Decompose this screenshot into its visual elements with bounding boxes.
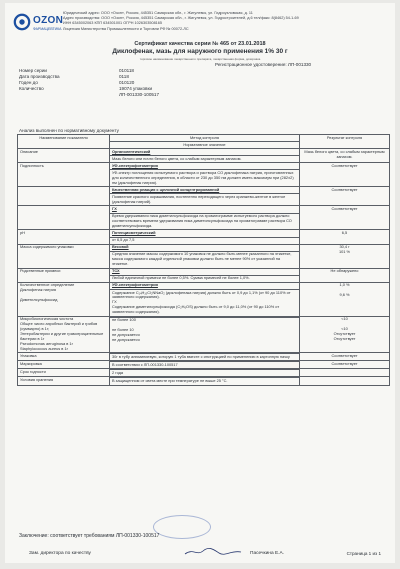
certificate-page xyxy=(5,3,395,563)
control-method: ГХ xyxy=(110,206,300,213)
norm-value: В защищенном от света месте при температуре не выше 25 °C. xyxy=(110,378,300,385)
control-result: 1,0 % 9,6 % xyxy=(300,282,390,316)
address-line: Лицензия Министерства Промышленности и Торговли РФ № 00072-ЛС xyxy=(63,26,189,31)
norm-value: Содержание C₁₄H₁₀Cl₂NNaO₂ (диклофенака натрия) должно быть от 0,9 до 1,1% (от 90 до 110% от заявленного содержания). ГХ Содержание диметилсульфоксида (C₂H₆OS) должно быть от 9,0 до 11,0% (от 90 до 110% от заявленного содержания). xyxy=(110,289,300,316)
quality-table xyxy=(17,134,390,386)
norm-value: Появление красного окрашивания, постепенно переходящего через оранжево-желтое в желтое (диклофенак натрий). xyxy=(110,194,300,206)
header-name: Наименование показателя xyxy=(18,135,110,149)
control-result: Соответствует xyxy=(300,163,390,187)
logo-subtext: ФАРМАЦЕВТИКА xyxy=(33,27,62,31)
indicator-name: Срок годности xyxy=(18,369,110,377)
table-row xyxy=(18,206,390,213)
norm-value: В соответствии с ЛП-001330-100517 xyxy=(110,362,300,369)
control-result xyxy=(300,377,390,385)
signature xyxy=(183,548,245,556)
table-row xyxy=(18,163,390,170)
address-line: Адрес производства: ООО «Озон», Россия, 445351 Самарская обл., г. Жигулевск, ул. Гидростроителей, д.6 тел/факс: 8(8462) 54-1-69 xyxy=(63,16,299,21)
indicator-name xyxy=(18,206,110,230)
product-name: Диклофенак, мазь для наружного применения 1% 30 г xyxy=(112,48,288,55)
norm-value: 30г в тубу алюминиевую, которую 1 туба вместе с инструкцией по применению в картонную пачку xyxy=(110,354,300,361)
ozon-logo xyxy=(13,11,64,39)
batch-value: 0118 xyxy=(119,74,129,80)
indicator-name: Условия хранения xyxy=(18,377,110,385)
signatory-title: Зам. директора по качеству xyxy=(29,551,91,556)
batch-value: ЛП-001330-100517 xyxy=(119,92,160,98)
batch-label: Дата производства xyxy=(19,74,60,80)
signatory-name: Пасечкина Е.А. xyxy=(250,551,285,556)
logo-text: OZON xyxy=(33,15,64,26)
control-result: 6,5 xyxy=(300,230,390,244)
indicator-name: Упаковка xyxy=(18,353,110,361)
indicator-name: Описание xyxy=(18,149,110,163)
table-row xyxy=(18,187,390,194)
company-address xyxy=(63,11,389,32)
control-result: Соответствует xyxy=(300,353,390,361)
control-method: УФ-спектрофотометрия xyxy=(110,282,300,289)
control-method: УФ-спектрофотометрия xyxy=(110,163,300,170)
table-row xyxy=(18,244,390,251)
control-method: Органолептический xyxy=(110,149,300,156)
certificate-title: Сертификат качества серии № 465 от 23.01.2018 xyxy=(134,41,266,47)
address-line: Юридический адрес: ООО «Озон», Россия, 445351 Самарская обл., г. Жигулевск, ул. Гидроузловская, д. 11 xyxy=(63,11,253,15)
table-header-row xyxy=(18,135,390,142)
norm-value: Любой единичной примеси не более 0,5%. Сумма примесей не более 1,0%. xyxy=(110,275,300,282)
norm-value: Средняя значение массы содержимого 10 упаковок не должно быть менее указанного на этикетке, масса содержимого каждой отдельной упаковки должно быть не менее 90% от указанной на этикетке. xyxy=(110,251,300,268)
norm-value: 2 года xyxy=(110,370,300,377)
norm-value: УФ-спектр поглощения испытуемого раствора и раствора СО диклофенака натрия, приготовленных для количественного определения, в области от 230 до 350 нм должен иметь максимум при (282±2) нм (диклофенак натрия). xyxy=(110,170,300,187)
control-result: Соответствует xyxy=(300,206,390,230)
batch-label: Количество xyxy=(19,86,44,92)
table-body xyxy=(18,149,390,385)
control-result xyxy=(300,369,390,377)
control-result: Мазь белого цвета, со слабым характерным запахом. xyxy=(300,149,390,163)
control-result: 30,4 г 101 % xyxy=(300,244,390,268)
control-result: Соответствует xyxy=(300,187,390,206)
indicator-name: Масса содержимого упаковки xyxy=(18,244,110,268)
indicator-name xyxy=(18,187,110,206)
control-result: <10 <10 Отсутствует Отсутствует xyxy=(300,316,390,353)
table-row xyxy=(18,268,390,275)
table-row xyxy=(18,149,390,156)
norm-value: от 6,5 до 7,5 xyxy=(110,237,300,244)
batch-value: 010118 xyxy=(119,68,134,73)
norm-value: не более 100 не более 10 не допускается не допускается xyxy=(110,317,300,353)
address-line: ИНН 6345002063 КПП 634501001 ОГРН 1026303508165 xyxy=(63,21,163,26)
batch-row xyxy=(19,86,153,92)
batch-value: 19074 упаковки xyxy=(119,86,153,92)
table-row xyxy=(18,230,390,237)
indicator-name: Подлинность xyxy=(18,163,110,187)
control-result: Не обнаружено xyxy=(300,268,390,282)
batch-value: 010120 xyxy=(119,80,135,86)
batch-label: Годен до xyxy=(19,80,38,86)
norm-value: Время удерживания пика диметилсульфоксида на хроматограмме испытуемого раствора должно соответствовать времени удерживания пика диметилсульфоксида на хроматограмме раствора СО диметилсульфоксида. xyxy=(110,213,300,230)
control-method: Потенциометрический xyxy=(110,230,300,237)
indicator-name: Микробиологическая чистота Общее число аэробных бактерий и грибов (суммарно) в 1г; Энтеробактерии и другие грамотрицательные бактерии в 1г Pseudomonas aeruginosa в 1г Staphylococcus aureus в 1г xyxy=(18,316,110,353)
header-method: Метод контроля xyxy=(110,135,300,142)
control-method: ТСХ xyxy=(110,268,300,275)
ozon-logo-icon xyxy=(13,13,31,31)
analysis-note: Анализ выполнен по нормативному документу xyxy=(19,128,119,133)
header-norm: Нормативное значение xyxy=(110,142,300,149)
norm-value: Мазь белого или почти белого цвета, со слабым характерным запахом. xyxy=(110,156,300,163)
indicator-name: Родственные примеси xyxy=(18,268,110,282)
indicator-name: Маркировка xyxy=(18,361,110,369)
indicator-name: pH xyxy=(18,230,110,244)
stamp xyxy=(153,515,211,539)
table-row xyxy=(18,282,390,289)
control-method: Весовой xyxy=(110,244,300,251)
conclusion: Заключение: соответствует требованиям ЛП-001330-100517 xyxy=(19,533,160,539)
product-name-caption: торговое наименование лекарственного препарата, лекарственная форма, дозировка xyxy=(139,57,261,61)
indicator-name: Количественное определение Диклофенак натрия Диметилсульфоксид xyxy=(18,282,110,316)
registration-number: Регистрационное удостоверение: ЛП-001330 xyxy=(215,62,312,67)
batch-info xyxy=(19,68,160,98)
page-number: Страница 1 из 1 xyxy=(346,551,381,556)
header-result: Результат контроля xyxy=(300,135,390,149)
control-result: Соответствует xyxy=(300,361,390,369)
batch-label: Номер серии xyxy=(19,68,47,73)
control-method: Качественная реакция с щелочной концентрированной xyxy=(110,187,300,194)
